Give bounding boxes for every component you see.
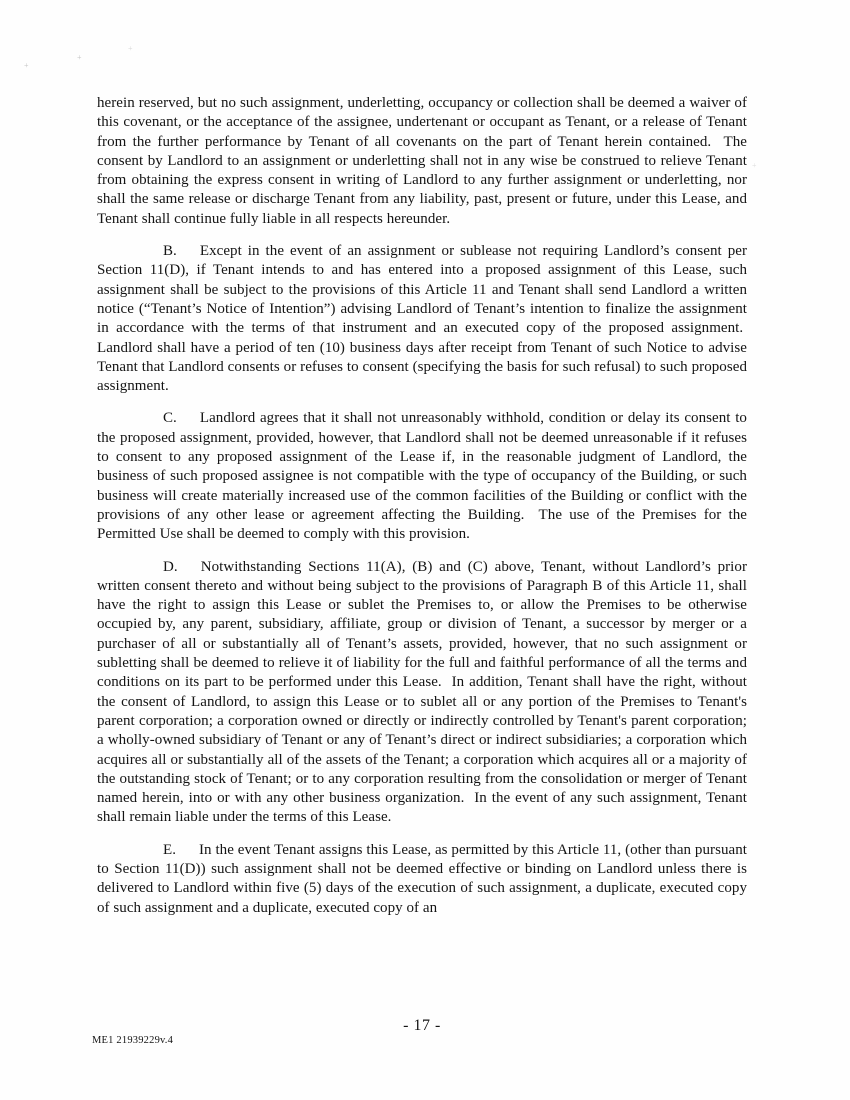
paragraph-d (97, 558, 747, 828)
paragraph-text: In the event Tenant assigns this Lease, as permitted by this Article 11, (other than pursuant to Section 11(D)) such assignment shall not be deemed effective or binding on Landlord unless there is delivered to Landlord within five (5) days of the execution of such assignment, a duplicate, executed copy of such assignment and a duplicate, executed copy of an (97, 841, 747, 916)
scan-speck: + (77, 53, 82, 62)
document-id-footer: ME1 21939229v.4 (92, 1035, 174, 1046)
section-label-e: E. (163, 841, 177, 858)
section-label-b: B. (163, 243, 177, 260)
paragraph-c (97, 409, 747, 544)
section-label-d: D. (163, 558, 178, 575)
paragraph-text: Except in the event of an assignment or sublease not requiring Landlord’s consent per Section 11(D), if Tenant intends to and has entered into a proposed assignment of this Lease, such assignment shall be subject to the provisions of this Article 11 and Tenant shall send Landlord a written notice (“Tenant’s Notice of Intention”) advising Landlord of Tenant’s intention to finalize the assignment in accordance with the terms of that instrument and an executed copy of the proposed assignment. Landlord shall have a period of ten (10) business days after receipt from Tenant of such Notice to advise Tenant that Landlord consents or refuses to consent (specifying the basis for such refusal) to such proposed assignment. (97, 243, 747, 395)
paragraph-continuation (97, 94, 747, 229)
lease-article-11-text (97, 94, 747, 931)
page-number: - 17 - (403, 1017, 441, 1034)
paragraph-b (97, 242, 747, 396)
paragraph-text: herein reserved, but no such assignment, underletting, occupancy or collection shall be deemed a waiver of this covenant, or the acceptance of the assignee, undertenant or occupant as Tenant, or a release of Tenant from the further performance by Tenant of all covenants on the part of Tenant herein contained. The consent by Landlord to an assignment or underletting shall not in any wise be construed to relieve Tenant from obtaining the express consent in writing of Landlord to any further assignment or underletting, nor shall the same release or discharge Tenant from any liability, past, present or future, under this Lease, and Tenant shall continue fully liable in all respects hereunder. (97, 95, 747, 227)
scan-speck: + (128, 44, 133, 53)
scan-speck: + (752, 161, 757, 170)
section-label-c: C. (163, 410, 177, 427)
paragraph-e (97, 841, 747, 918)
scan-speck: + (24, 61, 29, 70)
paragraph-text: Landlord agrees that it shall not unreasonably withhold, condition or delay its consent to the proposed assignment, provided, however, that Landlord shall not be deemed unreasonable if it refuses to consent to any proposed assignment of the Lease if, in the reasonable judgment of Landlord, the business of such proposed assignee is not compatible with the type of occupancy of the Building, or such business will create materially increased use of the common facilities of the Building or conflict with the provisions of any other lease or agreement affecting the Building. The use of the Premises for the Permitted Use shall be deemed to comply with this provision. (97, 410, 747, 543)
paragraph-text: Notwithstanding Sections 11(A), (B) and (C) above, Tenant, without Landlord’s prior written consent thereto and without being subject to the provisions of Paragraph B of this Article 11, shall have the right to assign this Lease or sublet the Premises to, or allow the Premises to be otherwise occupied by, any parent, subsidiary, affiliate, group or division of Tenant, a successor by merger or a purchaser of all or substantially all of Tenant’s assets, provided, however, that no such assignment or subletting shall be deemed to relieve it of liability for the full and faithful performance of all the terms and conditions on its part to be performed under this Lease. In addition, Tenant shall have the right, without the consent of Landlord, to assign this Lease or to sublet all or any portion of the Premises to Tenant's parent corporation; a corporation owned or directly or indirectly controlled by Tenant's parent corporation; a wholly-owned subsidiary of Tenant or any of Tenant’s direct or indirect subsidiaries; a corporation which acquires all or substantially all of the assets of the Tenant; a corporation which acquires all or a majority of the outstanding stock of Tenant; or to any corporation resulting from the consolidation or merger of Tenant named herein, into or with any other business organization. In the event of any such assignment, Tenant shall remain liable under the terms of this Lease. (97, 558, 747, 826)
